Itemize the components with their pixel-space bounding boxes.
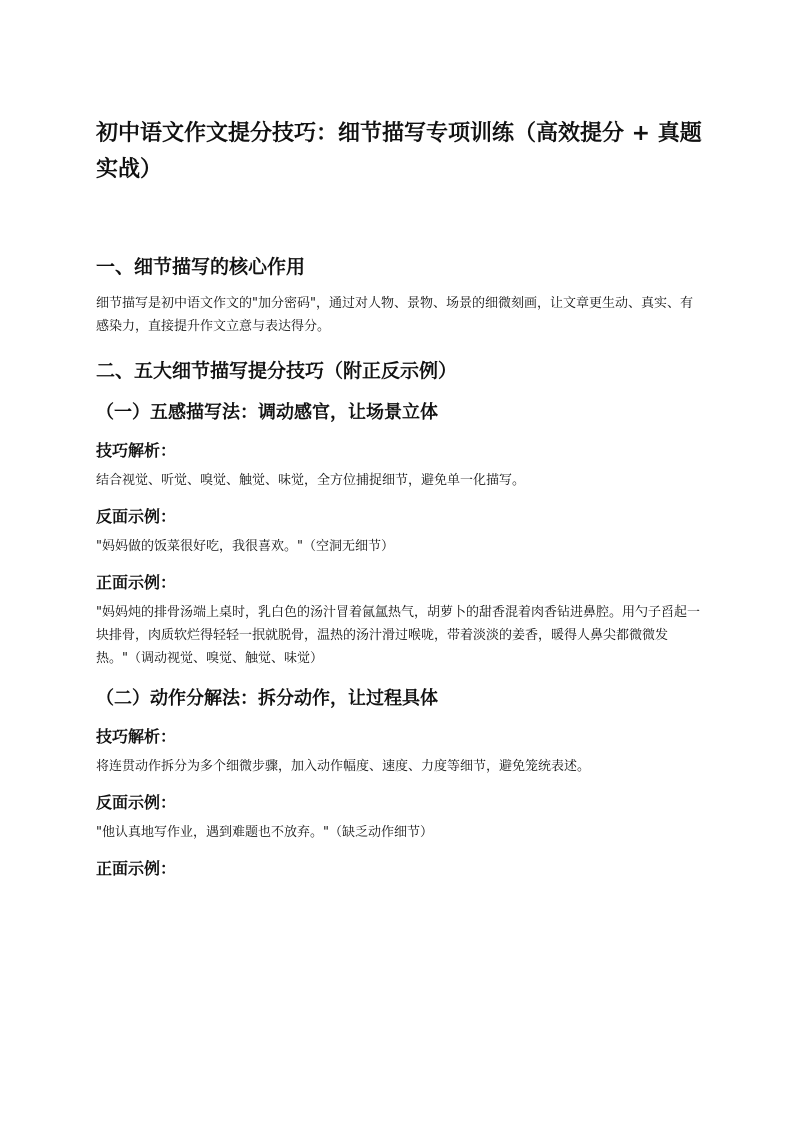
section-heading-five-techniques: 二、五大细节描写提分技巧（附正反示例） [96, 360, 458, 382]
section-heading-core-role: 一、细节描写的核心作用 [96, 256, 306, 278]
analysis-text: 将连贯动作拆分为多个细微步骤，加入动作幅度、速度、力度等细节，避免笼统表述。 [96, 759, 591, 774]
analysis-text: 结合视觉、听觉、嗅觉、触觉、味觉，全方位捕捉细节，避免单一化描写。 [96, 473, 526, 488]
section-paragraph-core-role: 细节描写是初中语文作文的"加分密码"，通过对人物、景物、场景的细微刻画，让文章更生动、真实、有感染力，直接提升作文立意与表达得分。 [96, 296, 693, 334]
subsection-heading-five-senses: （一）五感描写法：调动感官，让场景立体 [96, 402, 438, 423]
analysis-label: 技巧解析： [96, 727, 177, 746]
positive-example-label: 正面示例： [96, 859, 177, 878]
positive-example-label: 正面示例： [96, 573, 177, 592]
negative-example-label: 反面示例： [96, 507, 177, 526]
positive-example-text: "妈妈炖的排骨汤端上桌时，乳白色的汤汁冒着氤氲热气，胡萝卜的甜香混着肉香钻进鼻腔。用勺子舀起一块排骨，肉质软烂得轻轻一抿就脱骨，温热的汤汁滑过喉咙，带着淡淡的姜香，暖得人鼻尖都微微发热。"（调动视觉、嗅觉、触觉、味觉） [96, 605, 700, 666]
document-content [96, 116, 704, 880]
document-title: 初中语文作文提分技巧：细节描写专项训练（高效提分 + 真题实战） [96, 121, 702, 182]
subsection-heading-action-breakdown: （二）动作分解法：拆分动作，让过程具体 [96, 688, 438, 709]
negative-example-text: "妈妈做的饭菜很好吃，我很喜欢。"（空洞无细节） [96, 539, 394, 554]
negative-example-text: "他认真地写作业，遇到难题也不放弃。"（缺乏动作细节） [96, 825, 433, 840]
negative-example-label: 反面示例： [96, 793, 177, 812]
analysis-label: 技巧解析： [96, 441, 177, 460]
